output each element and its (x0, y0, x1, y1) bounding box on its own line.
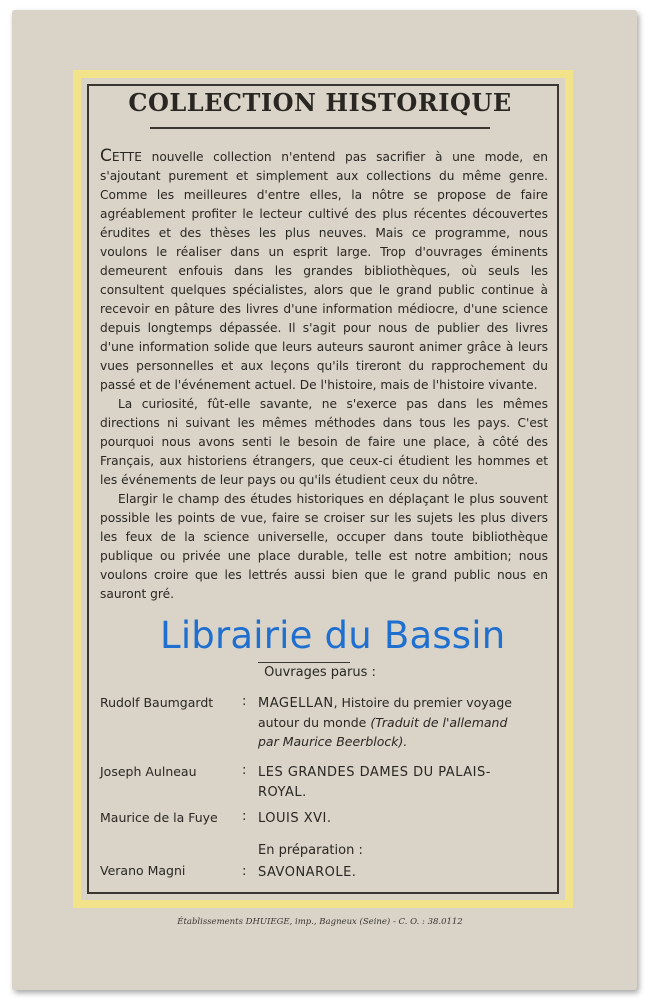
work-author: Maurice de la Fuye (100, 810, 218, 825)
works-divider (258, 662, 350, 663)
work-author: Rudolf Baumgardt (100, 695, 214, 710)
printer-imprint: Établissements DHUIEGE, imp., Bagneux (Seine) - C. O. : 38.0112 (177, 917, 463, 927)
paragraph-1: CETTE nouvelle collection n'entend pas sacrifier à une mode, en s'ajoutant purement et simplement aux collections du même genre. Comme les meilleures d'entre elles, la nôtre se propose de faire agréablement profiter le lecteur cultivé des plus récentes découvertes érudites et des thèses les plus neuves. Mais ce programme, nous voulons le réaliser dans un esprit large. Trop d'ouvrages éminents demeurent enfouis dans les grandes bibliothèques, où seuls les consultent quelques spécialistes, alors que le grand public continue à recevoir en pâture des livres d'une information médiocre, d'une science depuis longtemps dépassée. Il s'agit pour nous de publier des livres d'une information solide que leurs auteurs sauront animer grâce à leurs vues personnelles et aux leçons qu'ils tireront du rapprochement du passé et de l'événement actuel. De l'histoire, mais de l'histoire vivante. (100, 146, 548, 392)
work-separator: : (242, 694, 247, 709)
presentation-text (100, 148, 548, 604)
drop-cap: C (100, 146, 112, 166)
work-title: SAVONAROLE. (258, 865, 357, 880)
paragraph-2: La curiosité, fût-elle savante, ne s'exerce pas dans les mêmes directions ni suivant les mêmes méthodes dans tous les pays. C'est pourquoi nous avons senti le besoin de faire une place, à côté des Français, aux historiens étrangers, que ceux-ci étudient les hommes et les événements de leur pays ou qu'ils étudient ceux du nôtre. (100, 397, 548, 487)
works-title: Ouvrages parus : (264, 665, 376, 680)
work-author: Verano Magni (100, 863, 186, 878)
preparation-title: En préparation : (258, 843, 363, 858)
bookseller-watermark: Librairie du Bassin (160, 614, 506, 657)
work-title: LOUIS XVI. (258, 811, 332, 826)
work-author: Joseph Aulneau (100, 764, 197, 779)
title-underline (150, 127, 490, 129)
work-title: LES GRANDES DAMES DU PALAIS-ROYAL. (258, 765, 491, 800)
paragraph-3: Elargir le champ des études historiques en déplaçant le plus souvent possible les points de vue, faire se croiser sur les sujets les plus divers les feux de la science universelle, occuper dans toute bibliothèque publique ou privée une place durable, telle est notre ambition; nous voulons croire que les lettrés aussi bien que le grand public nous en sauront gré. (100, 492, 548, 601)
work-title: MAGELLAN, Histoire du premier voyage autour du monde (Traduit de l'allemand par Maurice Beerblock). (258, 695, 512, 749)
work-separator: : (242, 809, 247, 824)
collection-title: COLLECTION HISTORIQUE (128, 88, 512, 117)
work-separator: : (242, 864, 247, 879)
work-separator: : (242, 763, 247, 778)
